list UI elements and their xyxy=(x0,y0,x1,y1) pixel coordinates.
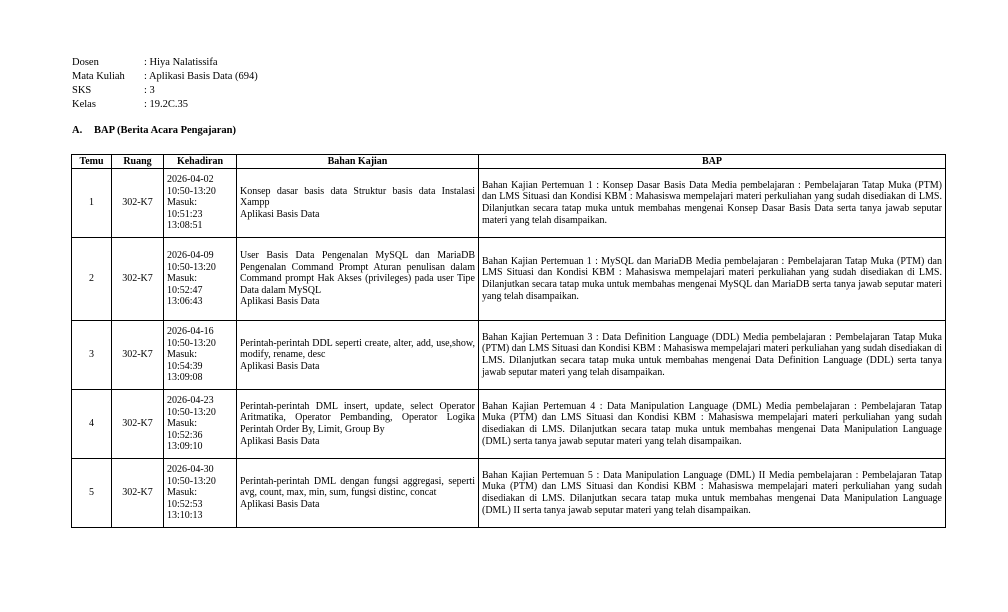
attendance-out-time: 13:06:43 xyxy=(167,296,203,308)
attendance-in-time: 10:51:23 xyxy=(167,208,203,220)
attendance-in-label: Masuk: xyxy=(167,349,197,361)
cell-kehadiran xyxy=(164,169,237,238)
cell-ruang: 302-K7 xyxy=(112,238,164,321)
cell-bahan-kajian xyxy=(237,321,479,390)
cell-bap: Bahan Kajian Pertemuan 5 : Data Manipulation Language (DML) II Media pembelajaran : Pembelajaran Tatap Muka (PTM) dan LMS Situasi dan Kondisi KBM : Mahasiswa mempelajari materi perkuliahan yang sudah disediakan di LMS. Dilanjutkan secara tatap muka untuk membahas mengenai Data Manipulation Language (DML) II serta tanya jawab seputar materi yang telah disampaikan. xyxy=(479,459,946,528)
meta-label: Dosen xyxy=(72,57,99,68)
bahan-kajian-course: Aplikasi Basis Data xyxy=(240,360,320,372)
attendance-in-label: Masuk: xyxy=(167,487,197,499)
attendance-date: 2026-04-16 xyxy=(167,326,214,338)
cell-bap: Bahan Kajian Pertemuan 1 : Konsep Dasar Basis Data Media pembelajaran : Pembelajaran Tatap Muka (PTM) dan LMS Situasi dan Kondisi KBM : Mahasiswa mempelajari materi perkuliahan yang sudah disediakan di LMS. Dilanjutkan secara tatap muka untuk membahas mengenai Konsep Dasar Basis Data serta tanya jawab seputar materi yang telah disampaikan. xyxy=(479,169,946,238)
bahan-kajian-text: Perintah-perintah DML dengan fungsi aggregasi, seperti avg, count, max, min, sum, fungsi distinc, concat xyxy=(240,475,475,499)
attendance-out-time: 13:09:08 xyxy=(167,372,203,384)
header-kehadiran: Kehadiran xyxy=(164,155,237,169)
attendance-date: 2026-04-30 xyxy=(167,464,214,476)
table-row xyxy=(72,321,946,390)
section-number: A. xyxy=(72,125,83,136)
meta-row-kelas xyxy=(72,98,258,112)
meta-row-mata-kuliah xyxy=(72,70,258,84)
cell-kehadiran xyxy=(164,390,237,459)
cell-kehadiran xyxy=(164,459,237,528)
header-bahan-kajian: Bahan Kajian xyxy=(237,155,479,169)
attendance-date: 2026-04-09 xyxy=(167,250,214,262)
header-ruang: Ruang xyxy=(112,155,164,169)
bahan-kajian-course: Aplikasi Basis Data xyxy=(240,296,320,308)
cell-bahan-kajian xyxy=(237,459,479,528)
cell-ruang: 302-K7 xyxy=(112,169,164,238)
cell-bap: Bahan Kajian Pertemuan 3 : Data Definition Language (DDL) Media pembelajaran : Pembelajaran Tatap Muka (PTM) dan LMS Situasi dan Kondisi KBM : Mahasiswa mempelajari materi perkuliahan yang sudah disediakan di LMS. Dilanjutkan secara tatap muka untuk membahas mengenai Data Definition Language (DDL) serta tanya jawab seputar materi yang telah disampaikan. xyxy=(479,321,946,390)
cell-bahan-kajian xyxy=(237,390,479,459)
attendance-schedule: 10:50-13:20 xyxy=(167,261,216,273)
header-bap: BAP xyxy=(479,155,946,169)
attendance-out-time: 13:09:10 xyxy=(167,441,203,453)
table-row xyxy=(72,169,946,238)
bahan-kajian-text: Perintah-perintah DML insert, update, select Operator Aritmatika, Operator Pembanding, Operator Logika Perintah Order By, Limit, Group By xyxy=(240,400,475,435)
attendance-schedule: 10:50-13:20 xyxy=(167,475,216,487)
attendance-schedule: 10:50-13:20 xyxy=(167,406,216,418)
table-row xyxy=(72,459,946,528)
bahan-kajian-text: User Basis Data Pengenalan MySQL dan MariaDB Pengenalan Command Prompt Aturan penulisan dalam Command prompt Hak Akses (privileges) pada user Tipe Data dalam MySQL xyxy=(240,250,475,296)
attendance-in-time: 10:52:53 xyxy=(167,498,203,510)
attendance-out-time: 13:10:13 xyxy=(167,510,203,522)
cell-ruang: 302-K7 xyxy=(112,459,164,528)
attendance-in-label: Masuk: xyxy=(167,197,197,209)
cell-temu: 3 xyxy=(72,321,112,390)
attendance-in-time: 10:54:39 xyxy=(167,360,203,372)
cell-temu: 4 xyxy=(72,390,112,459)
bahan-kajian-text: Konsep dasar basis data Struktur basis data Instalasi Xampp xyxy=(240,185,475,209)
table-row xyxy=(72,390,946,459)
bahan-kajian-course: Aplikasi Basis Data xyxy=(240,435,320,447)
meta-label: Kelas xyxy=(72,99,96,110)
attendance-date: 2026-04-02 xyxy=(167,174,214,186)
attendance-schedule: 10:50-13:20 xyxy=(167,337,216,349)
meta-value: : Hiya Nalatissifa xyxy=(144,57,218,68)
cell-kehadiran xyxy=(164,238,237,321)
table-row xyxy=(72,238,946,321)
attendance-in-label: Masuk: xyxy=(167,273,197,285)
cell-ruang: 302-K7 xyxy=(112,321,164,390)
attendance-in-time: 10:52:36 xyxy=(167,429,203,441)
attendance-out-time: 13:08:51 xyxy=(167,220,203,232)
meta-row-sks xyxy=(72,84,258,98)
meta-value: : 3 xyxy=(144,85,155,96)
meta-value: : Aplikasi Basis Data (694) xyxy=(144,71,258,82)
meta-label: SKS xyxy=(72,85,92,96)
cell-bap: Bahan Kajian Pertemuan 4 : Data Manipulation Language (DML) Media pembelajaran : Pembelajaran Tatap Muka (PTM) dan LMS Situasi dan Kondisi KBM : Mahasiswa mempelajari materi perkuliahan yang sudah disediakan di LMS. Dilanjutkan secara tatap muka untuk membahas mengenai Data Manipulation Language (DML) serta tanya jawab seputar materi yang telah disampaikan. xyxy=(479,390,946,459)
cell-bahan-kajian xyxy=(237,238,479,321)
cell-ruang: 302-K7 xyxy=(112,390,164,459)
attendance-in-time: 10:52:47 xyxy=(167,284,203,296)
bap-table xyxy=(71,154,946,528)
lecturer-info xyxy=(72,56,258,112)
table-header-row xyxy=(72,155,946,169)
cell-kehadiran xyxy=(164,321,237,390)
bahan-kajian-text: Perintah-perintah DDL seperti create, alter, add, use,show, modify, rename, desc xyxy=(240,337,475,361)
attendance-date: 2026-04-23 xyxy=(167,395,214,407)
section-heading xyxy=(72,125,236,136)
cell-bahan-kajian xyxy=(237,169,479,238)
bahan-kajian-course: Aplikasi Basis Data xyxy=(240,208,320,220)
cell-bap: Bahan Kajian Pertemuan 1 : MySQL dan MariaDB Media pembelajaran : Pembelajaran Tatap Muka (PTM) dan LMS Situasi dan Kondisi KBM : Mahasiswa mempelajari materi perkuliahan yang sudah disediakan di LMS. Dilanjutkan secara tatap muka untuk membahas mengenai MySQL dan MariaDB serta tanya jawab seputar materi yang telah disampaikan. xyxy=(479,238,946,321)
attendance-in-label: Masuk: xyxy=(167,418,197,430)
header-temu: Temu xyxy=(72,155,112,169)
meta-value: : 19.2C.35 xyxy=(144,99,189,110)
cell-temu: 5 xyxy=(72,459,112,528)
cell-temu: 1 xyxy=(72,169,112,238)
bahan-kajian-course: Aplikasi Basis Data xyxy=(240,498,320,510)
meta-label: Mata Kuliah xyxy=(72,71,125,82)
cell-temu: 2 xyxy=(72,238,112,321)
section-title: BAP (Berita Acara Pengajaran) xyxy=(94,125,237,136)
attendance-schedule: 10:50-13:20 xyxy=(167,185,216,197)
meta-row-dosen xyxy=(72,56,258,70)
